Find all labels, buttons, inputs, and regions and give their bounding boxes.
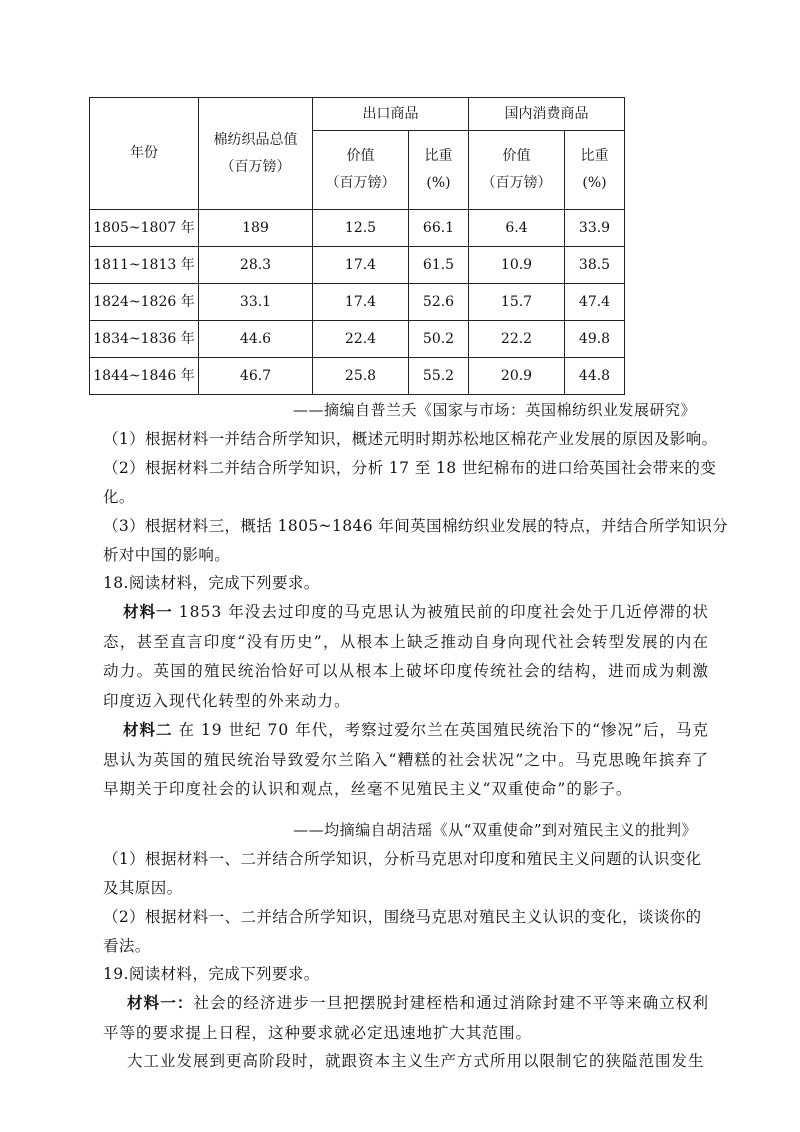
cell-export-share: 50.2 (409, 321, 469, 358)
q18-sub1-line1: （1）根据材料一、二并结合所学知识，分析马克思对印度和殖民主义问题的认识变化 (103, 850, 702, 868)
header-total-line1: 棉纺织品总值 (213, 131, 298, 148)
cell-export-value: 25.8 (313, 358, 409, 395)
table-row (90, 284, 625, 321)
q18-material1-text: 1853 年没去过印度的马克思认为被殖民前的印度社会处于几近停滞的状态，甚至直言印度“没有历史”，从根本上缺乏推动自身向现代社会转型发展的内在动力。英国的殖民统治恰好可以从根本上破坏印度传统社会的结构，进而成为刺激印度迈入现代化转型的外来动力。 (103, 603, 709, 710)
table-source-citation: ——摘编自普兰夭《国家与市场：英国棉纺织业发展研究》 (292, 401, 696, 419)
q17-sub3-line1: （3）根据材料三，概括 1805~1846 年间英国棉纺织业发展的特点，并结合所学知识分 (103, 517, 729, 535)
q18-sub2-line1: （2）根据材料一、二并结合所学知识，围绕马克思对殖民主义认识的变化，谈谈你的 (103, 908, 702, 926)
q17-sub3-line2: 析对中国的影响。 (103, 546, 231, 564)
cell-export-value: 22.4 (313, 321, 409, 358)
header-domestic-share (565, 131, 625, 210)
table-row (90, 210, 625, 247)
table-row (90, 358, 625, 395)
q18-sub2-line2: 看法。 (103, 937, 151, 955)
cell-year: 1805~1807 年 (90, 210, 199, 247)
value-label: 价值 (502, 148, 531, 165)
q17-sub1: （1）根据材料一并结合所学知识，概述元明时期苏松地区棉花产业发展的原因及影响。 (103, 430, 718, 448)
cell-export-value: 17.4 (313, 284, 409, 321)
header-export-group: 出口商品 (313, 98, 469, 131)
cell-total: 28.3 (199, 247, 313, 284)
q19-paragraph2: 大工业发展到更高阶段时，就跟资本主义生产方式所用以限制它的狭隘范围发生 (127, 1052, 705, 1070)
header-total-line2: （百万镑） (220, 158, 291, 175)
cell-total: 46.7 (199, 358, 313, 395)
header-export-value (313, 131, 409, 210)
header-year: 年份 (90, 98, 199, 210)
q19-material1-label: 材料一： (127, 993, 194, 1012)
cell-domestic-value: 22.2 (469, 321, 565, 358)
cell-total: 33.1 (199, 284, 313, 321)
q18-material2 (103, 715, 709, 805)
header-domestic-value (469, 131, 565, 210)
cell-export-share: 61.5 (409, 247, 469, 284)
q17-sub2-line1: （2）根据材料二并结合所学知识，分析 17 至 18 世纪棉布的进口给英国社会带来的变 (103, 459, 717, 477)
share-label: 比重 (580, 148, 609, 165)
cell-domestic-share: 33.9 (565, 210, 625, 247)
cell-year: 1834~1836 年 (90, 321, 199, 358)
value-label: 价值 (346, 148, 375, 165)
q18-source-citation: ——均摘编自胡洁瑶《从“双重使命”到对殖民主义的批判》 (293, 821, 697, 839)
cell-export-share: 52.6 (409, 284, 469, 321)
cell-domestic-share: 38.5 (565, 247, 625, 284)
q17-sub2-line2: 化。 (103, 488, 135, 506)
q19-title: 19.阅读材料，完成下列要求。 (103, 965, 320, 983)
cell-domestic-value: 6.4 (469, 210, 565, 247)
q18-title: 18.阅读材料，完成下列要求。 (103, 574, 320, 592)
share-unit: (%) (582, 175, 607, 191)
cotton-industry-table (89, 97, 625, 395)
cell-domestic-value: 20.9 (469, 358, 565, 395)
cell-export-share: 55.2 (409, 358, 469, 395)
cell-domestic-share: 49.8 (565, 321, 625, 358)
q18-material1 (103, 597, 709, 716)
cell-domestic-value: 15.7 (469, 284, 565, 321)
q19-material1-text: 社会的经济进步一旦把摆脱封建桎梏和通过消除封建不平等来确立权利平等的要求提上日程，这种要求就必定迅速地扩大其范围。 (103, 994, 709, 1042)
cell-export-share: 66.1 (409, 210, 469, 247)
table-row (90, 321, 625, 358)
table-row (90, 247, 625, 284)
cell-year: 1811~1813 年 (90, 247, 199, 284)
q19-material1 (103, 988, 709, 1048)
header-total (199, 98, 313, 210)
cell-export-value: 17.4 (313, 247, 409, 284)
cell-year: 1844~1846 年 (90, 358, 199, 395)
q18-material2-label: 材料二 (123, 720, 173, 739)
cell-year: 1824~1826 年 (90, 284, 199, 321)
share-unit: (%) (426, 175, 451, 191)
q18-material1-label: 材料一 (123, 602, 173, 621)
q18-material2-text: 在 19 世纪 70 年代，考察过爱尔兰在英国殖民统治下的“惨况”后，马克思认为英国的殖民统治导致爱尔兰陷入“糟糕的社会状况”之中。马克思晚年摈弃了早期关于印度社会的认识和观点，丝毫不见殖民主义“双重使命”的影子。 (103, 721, 709, 798)
value-unit: （百万镑） (481, 175, 552, 191)
q18-sub1-line2: 及其原因。 (103, 879, 183, 897)
cell-total: 189 (199, 210, 313, 247)
cell-domestic-share: 47.4 (565, 284, 625, 321)
cell-total: 44.6 (199, 321, 313, 358)
cell-domestic-share: 44.8 (565, 358, 625, 395)
header-domestic-group: 国内消费商品 (469, 98, 625, 131)
cell-domestic-value: 10.9 (469, 247, 565, 284)
cell-export-value: 12.5 (313, 210, 409, 247)
share-label: 比重 (424, 148, 453, 165)
value-unit: （百万镑） (325, 175, 396, 191)
header-export-share (409, 131, 469, 210)
